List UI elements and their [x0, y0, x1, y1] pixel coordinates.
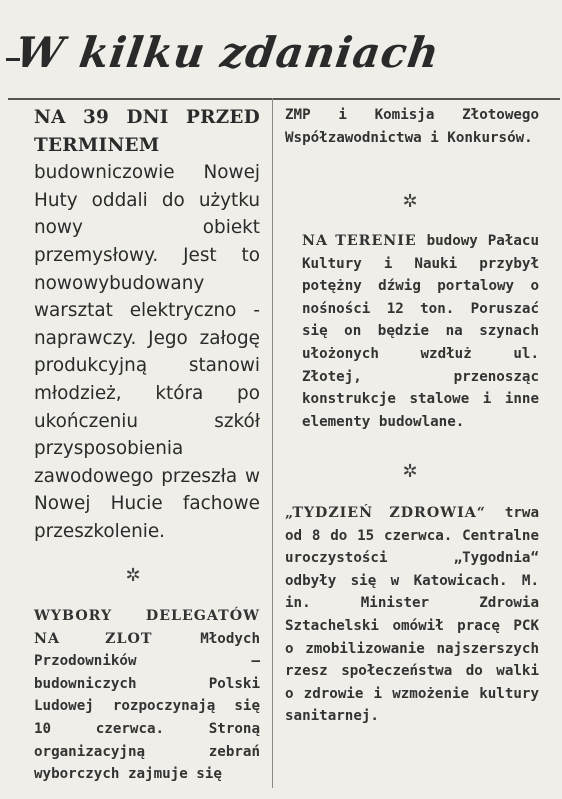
article-paragraph — [302, 230, 539, 433]
column-divider — [272, 98, 273, 788]
separator-star-icon: ✲ — [125, 565, 141, 586]
article-lead: NA TERENIE — [302, 233, 417, 249]
article-delegates — [34, 605, 260, 786]
article-paragraph: ZMP i Komisja Złotowego Współzawodnictwa i Konkursów. — [285, 107, 539, 146]
section-title: W kilku zdaniach — [12, 28, 443, 77]
section-header — [6, 24, 446, 96]
article-palace-crane — [302, 230, 539, 433]
article-body: budowniczowie Nowej Huty oddali do użytku nowy obiekt przemysłowy. Jest to nowowybudowany warsztat elektryczno - naprawczy. Jego załogę produkcyjną stanowi młodzież, która po ukończeniu szkół przysposobienia zawodowego przeszła w Nowej Hucie fachowe przeszkolenie. — [34, 162, 260, 542]
article-continuation — [285, 104, 539, 149]
article-new-huta — [34, 104, 260, 546]
separator-star-icon: ✲ — [402, 191, 418, 212]
article-lead: WYBORY DELEGATÓW NA ZLOT — [34, 608, 260, 647]
article-paragraph — [34, 104, 260, 546]
article-body: budowy Pałacu Kultury i Nauki przybył potężny dźwig portalowy o nośności 12 ton. Poruszać się on będzie na szynach ułożonych wzdłuż ul. Złotej, przenosząc konstrukcje stalowe i inne elementy budowlane. — [302, 233, 539, 430]
article-body: Młodych Przodowników — budowniczych Polski Ludowej rozpoczynają się 10 czerwca. Stroną organizacyjną zebrań wyborczych zajmuje się — [34, 630, 260, 783]
article-paragraph — [34, 605, 260, 786]
article-health-week — [285, 502, 539, 728]
header-rule — [8, 98, 560, 100]
separator-star-icon: ✲ — [402, 461, 418, 482]
article-body: trwa od 8 do 15 czerwca. Centralne uroczystości „Tygodnia“ odbyły się w Katowicach. M. in. Minister Zdrowia Sztachelski omówił pracę PCK o zmobilizowanie najszerszych rzesz społeczeństwa do walki o zdrowie i wzmożenie kultury sanitarnej. — [285, 505, 539, 725]
article-lead: „TYDZIEŃ ZDROWIA“ — [285, 505, 486, 521]
article-paragraph — [285, 502, 539, 728]
article-lead: NA 39 DNI PRZED TERMINEM — [34, 107, 260, 156]
